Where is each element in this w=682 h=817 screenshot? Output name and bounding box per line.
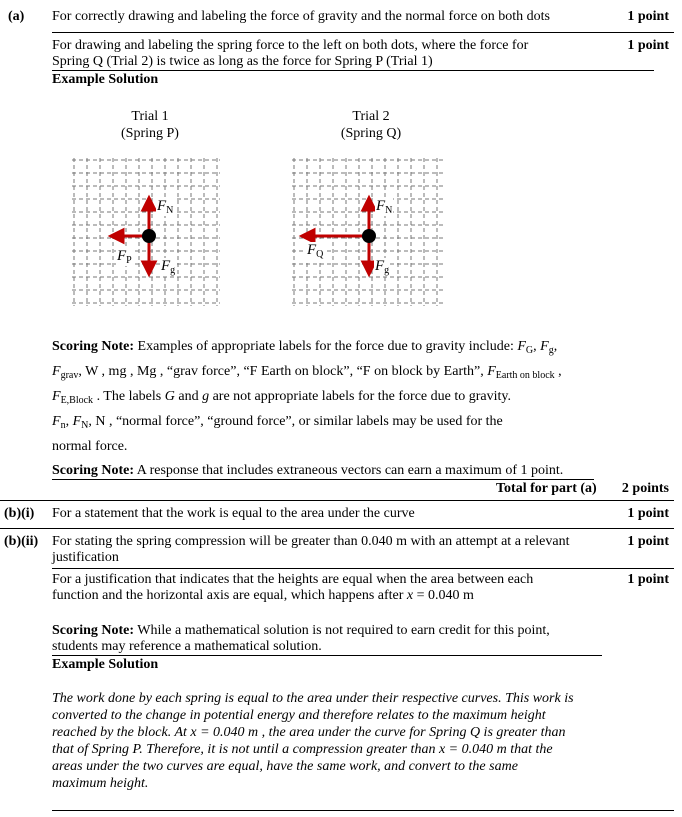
part-bii-label: (b)(ii) [4,534,39,549]
solution-line: that of Spring P. Therefore, it is not until a compression greater than x = 0.040 m that the [52,742,553,757]
part-bi-label: (b)(i) [4,506,35,521]
part-bi-criterion: For a statement that the work is equal to the area under the curve [52,506,415,521]
solution-line: maximum height. [52,776,149,791]
divider [52,655,602,656]
example-solution-heading-bii: Example Solution [52,657,159,672]
trial-1-subtitle: (Spring P) [121,126,179,141]
divider [52,568,674,569]
part-a-criterion-2-points: 1 point [627,38,669,53]
trial-2-gravity-label: $F_g$ [375,258,390,276]
part-a-criterion-2-line1: For drawing and labeling the spring force to the left on both dots, where the force for [52,38,529,53]
part-bii-scoring-note: Scoring Note: While a mathematical solution is not required to earn credit for this point, students may reference a mathematical solution. [52,623,550,654]
solution-line: The work done by each spring is equal to the area under their respective curves. This work is [52,691,574,706]
scoring-note-2: Scoring Note: A response that includes extraneous vectors can earn a maximum of 1 point. [52,463,564,478]
divider [52,810,674,811]
trial-1-free-body-diagram [70,156,230,316]
part-bii-criterion-2-points: 1 point [627,572,669,587]
divider [52,479,594,480]
section-divider [0,500,674,501]
solution-line: converted to the change in potential energy and therefore relates to the maximum height [52,708,546,723]
part-a-criterion-1: For correctly drawing and labeling the force of gravity and the normal force on both dots [52,9,551,24]
part-bii-criterion-2: For a justification that indicates that the heights are equal when the area between each function and the horizontal axis are equal, which happens after x = 0.040 m [52,572,534,603]
example-solution-text [52,690,622,792]
trial-2-normal-label: $F_N$ [376,198,393,216]
gravity-force-arrowhead [143,262,155,274]
part-a-criterion-2-line2: Spring Q (Trial 2) is twice as long as the force for Spring P (Trial 1) [52,54,433,69]
trial-1-title: Trial 1 [131,109,169,124]
part-a-label: (a) [8,9,25,24]
total-part-a-label: Total for part (a) [496,481,597,496]
divider [52,32,674,33]
part-bi-points: 1 point [627,506,669,521]
trial-1-gravity-label: $F_g$ [161,258,176,276]
dot [142,229,156,243]
total-part-a-points: 2 points [621,481,669,496]
trial-1-caption [110,108,190,142]
trial-2-subtitle: (Spring Q) [340,126,402,141]
dot [362,229,376,243]
spring-force-arrowhead [302,230,314,242]
scoring-note-1: Scoring Note: Examples of appropriate labels for the force due to gravity include: $F_G$, $F_g$, $F_{grav}$, W , mg , Mg , “grav force”, “F Earth on block”, “F on block by Earth”, $F_{Earth on block}$ , $F_{E,Block}$ . The labels G and g are not appropriate labels for the force due to gravity. $F_n$, $F_N$, N , “normal force”, “ground force”, or similar labels may be used for the normal force. [52,339,562,454]
trial-2-spring-label: $F_Q$ [307,242,324,260]
trial-2-title: Trial 2 [352,109,390,124]
part-bii-criterion-1-points: 1 point [627,534,669,549]
solution-line: areas under the two curves are equal, have the same work, and convert to the same [52,759,518,774]
divider [52,70,654,71]
normal-force-arrowhead [363,198,375,210]
solution-line: reached by the block. At x = 0.040 m , the area under the curve for Spring Q is greater than [52,725,566,740]
trial-1-spring-label: $F_P$ [117,248,132,266]
example-solution-heading: Example Solution [52,72,159,87]
normal-force-arrowhead [143,198,155,210]
section-divider [0,528,674,529]
trial-2-caption [326,108,416,142]
trial-2-free-body-diagram [290,156,450,316]
part-a-criterion-1-points: 1 point [627,9,669,24]
trial-1-normal-label: $F_N$ [157,198,174,216]
part-bii-criterion-1: For stating the spring compression will be greater than 0.040 m with an attempt at a relevant justification [52,534,570,565]
